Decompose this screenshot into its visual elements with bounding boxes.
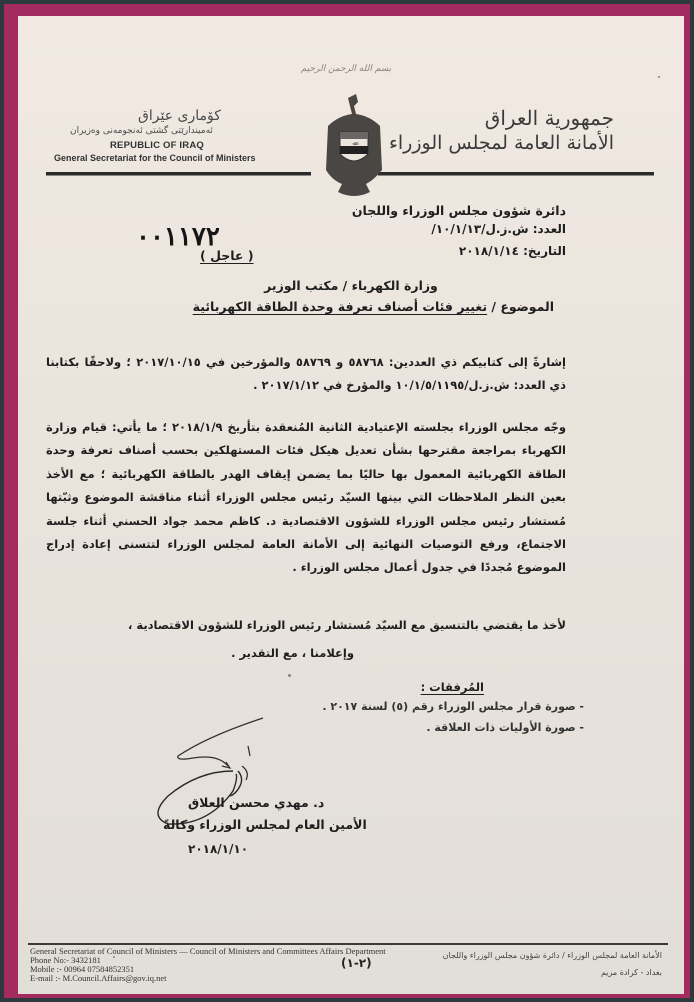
paper-speck (288, 674, 291, 677)
footer-english-contact (30, 947, 386, 983)
reference-number (431, 222, 566, 236)
subject-value: تغيير فئات أصناف تعرفة وحدة الطاقة الكهربائية (192, 299, 488, 314)
paper-speck (113, 956, 115, 958)
letterhead-english-country: REPUBLIC OF IRAQ (110, 140, 204, 151)
attachment-item: - صورة قرار مجلس الوزراء رقم (٥) لسنة ٢٠١٧ . (322, 700, 584, 713)
iraq-eagle-emblem-icon (318, 92, 390, 202)
urgency-label (200, 248, 254, 263)
signatory-date: ٢٠١٨/١/١٠ (188, 842, 249, 856)
reference-date (459, 244, 566, 258)
footer-arabic-department: الأمانة العامة لمجلس الوزراء / دائرة شؤون مجلس الوزراء واللجان (442, 951, 662, 960)
footer-phone: Phone No:- 3432181 (30, 955, 101, 965)
svg-text:ﷲ: ﷲ (352, 141, 356, 147)
urgency-text: ( عاجل ) (200, 248, 254, 263)
reference-number-value: ش.ز.ل/١٠/١/١٣/ (431, 222, 529, 236)
subject-label: الموضوع / (491, 299, 554, 314)
letterhead-arabic-country: جمهورية العراق (484, 106, 614, 130)
stamped-number: ٠٠١١٧٢ (136, 222, 220, 252)
footer-email: E-mail :- M.Council.Affairs@gov.iq.net (30, 973, 167, 983)
signatory-name: د. مهدي محسن العلاق (188, 795, 325, 810)
reference-date-label: التاريخ: (523, 244, 566, 258)
header-rule-right (378, 172, 654, 176)
paper-speck (658, 76, 660, 78)
body-paragraph-action: لأخذ ما يقتضي بالتنسيق مع السيّد مُستشار رئيس الوزراء للشؤون الاقتصادية ، (127, 618, 566, 632)
body-paragraph-reference: إشارةً إلى كتابيكم ذي العددين: ٥٨٧٦٨ و ٥٨٧٦٩ والمؤرخين في ٢٠١٧/١٠/١٥ ؛ ولاحقًا بكتابنا ذي العدد: ش.ز.ل/١٠/١/٥/١١٩٥ والمؤرخ في ٢٠١٧/١/١٢ . (46, 355, 566, 393)
attachments-title: المُرفقات : (420, 680, 484, 694)
signatory-title: الأمين العام لمجلس الوزراء وكالةً (163, 817, 367, 832)
addressee: وزارة الكهرباء / مكتب الوزير (264, 278, 438, 293)
reference-number-label: العدد: (532, 222, 566, 236)
reference-date-value: ٢٠١٨/١/١٤ (458, 244, 519, 258)
footer-arabic-address: بغداد - كرادة مريم (600, 968, 662, 977)
footer-rule (28, 943, 668, 945)
subject-line (193, 299, 554, 314)
footer-mobile: Mobile :- 00964 07584852351 (30, 964, 135, 974)
body-closing: وإعلامنا ، مع التقدير . (231, 646, 354, 660)
attachment-item: - صورة الأوليات ذات العلاقة . (426, 721, 584, 734)
document-frame (4, 4, 690, 998)
letterhead-kurdish-country: كۆماری عێراق (138, 108, 221, 124)
letterhead-arabic-secretariat: الأمانة العامة لمجلس الوزراء (388, 132, 614, 154)
department-name: دائرة شؤون مجلس الوزراء واللجان (351, 203, 566, 218)
basmala-text: بسم الله الرحمن الرحيم (300, 64, 392, 74)
footer-department: General Secretariat of Council of Ministers — Council of Ministers and Committees Affairs Department (30, 946, 386, 956)
letter-page (18, 16, 684, 994)
header-rule-left (46, 172, 311, 176)
letterhead-english-secretariat: General Secretariat for the Council of Ministers (54, 153, 256, 163)
body-paragraph-directive: وجّه مجلس الوزراء بجلسته الإعتيادية الثانية المُنعقدة بتأريخ ٢٠١٨/١/٩ ؛ ما يأتي: قيام وزارة الكهرباء بمراجعة مقترحها بشأن تعديل هيكل فئات المستهلكين بحسب أصناف تعرفة وحدة الطاقة الكهربائية المعمول بها حاليًا بما يضمن إيقاف الهدر بالطاقة الكهربائية ؛ مع الأخذ بعين النظر الملاحظات التي بينها السيّد رئيس مجلس الوزراء أثناء مناقشة الموضوع وثبّتها مُستشار رئيس مجلس الوزراء للشؤون الاقتصادية د. كاظم محمد جواد الحسني أثناء جلسة الاجتماع، ورفع التوصيات النهائية إلى الأمانة العامة لمجلس الوزراء لتتسنى إعادة إدراج الموضوع مُجددًا في جدول أعمال مجلس الوزراء . (46, 420, 566, 575)
letterhead-kurdish-secretariat: ئەمیندارێتی گشتی ئەنجومەنی وەزیران (70, 126, 213, 136)
page-number: (٢-١) (341, 956, 372, 970)
